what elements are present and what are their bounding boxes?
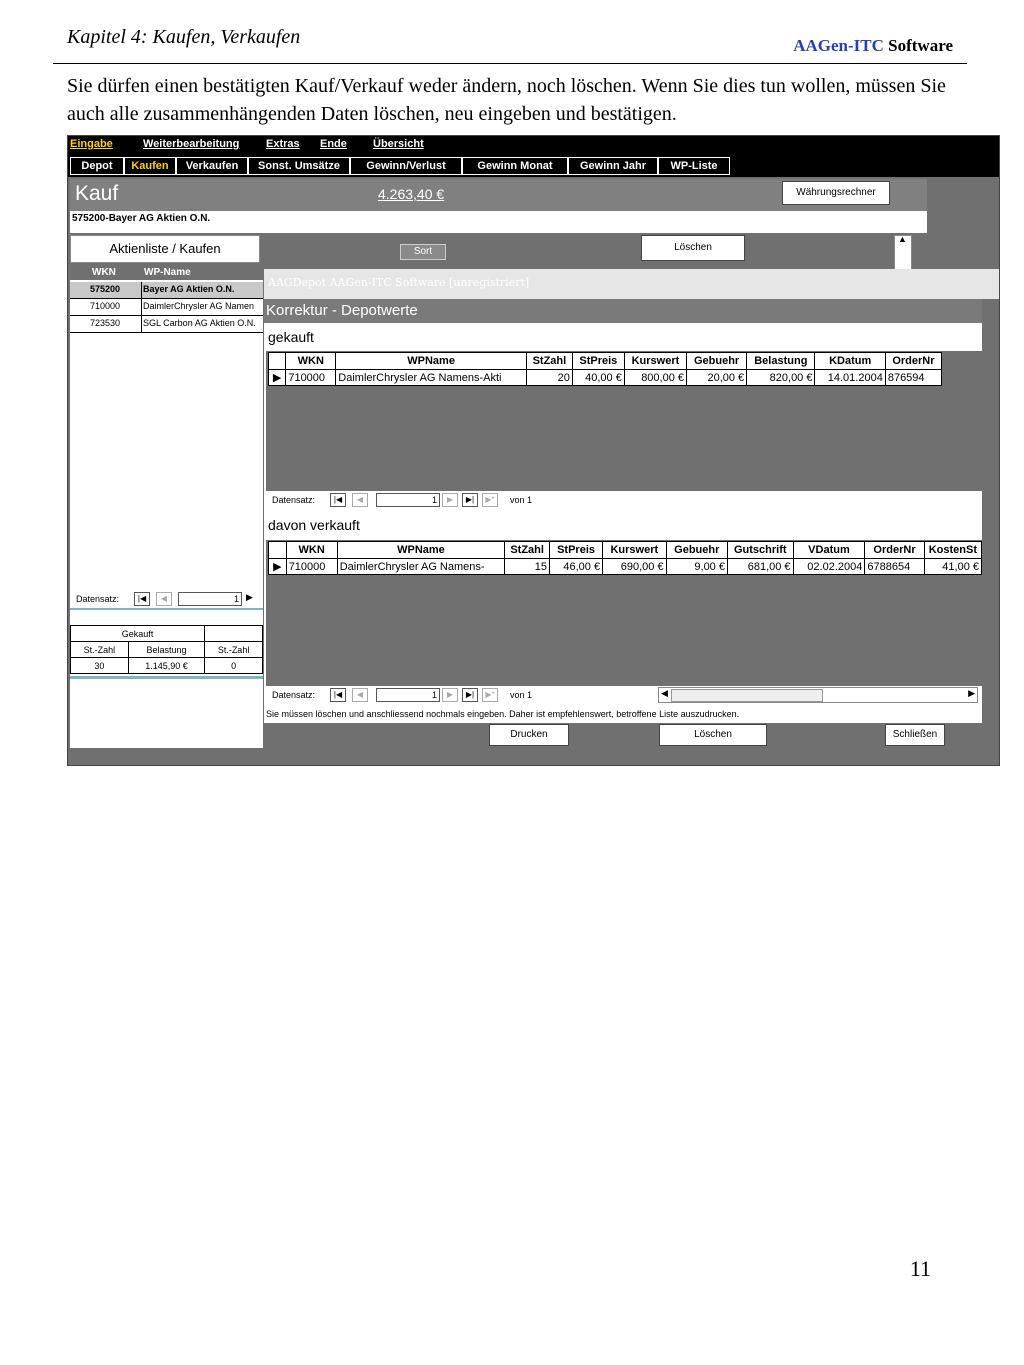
row-selector-header [269,353,286,370]
col-header: StPreis [572,353,624,370]
horizontal-scrollbar[interactable] [658,687,978,703]
list-item-name: SGL Carbon AG Aktien O.N. [143,318,256,328]
kauf-total: 4.263,40 € [378,186,445,202]
chapter-heading: Kapitel 4: Kaufen, Verkaufen [67,26,301,48]
tab-gewinn-verlust[interactable]: Gewinn/Verlust [350,157,462,175]
cell[interactable]: 46,00 € [550,559,603,575]
col-header: VDatum [793,542,865,559]
record-count: von 1 [510,495,533,505]
dialog-title: AAGDepot AAGen-ITC Software [unregistriert] [268,276,530,289]
col-header: Kurswert [624,353,686,370]
stock-name: 575200-Bayer AG Aktien O.N. [72,213,211,224]
menu-eingabe[interactable]: Eingabe [70,138,113,150]
intro-paragraph: Sie dürfen einen bestätigten Kauf/Verkauf weder ändern, noch löschen. Wenn Sie dies tun wollen, müssen Sie auch alle zusammenhängenden Daten löschen, neu eingeben und bestätigen. [67,75,946,125]
brand-name: AAGen-ITC [793,36,884,55]
tab-kaufen[interactable]: Kaufen [124,157,176,175]
last-record-icon[interactable]: ▶| [462,493,478,507]
cell[interactable]: 800,00 € [624,370,686,386]
table-row[interactable] [269,559,982,575]
cell[interactable]: 710000 [286,370,336,386]
loeschen-button[interactable]: Löschen [641,235,745,261]
wpname-column-header: WP-Name [144,267,191,278]
tab-sonst-umsaetze[interactable]: Sonst. Umsätze [248,157,350,175]
dialog-heading: Korrektur - Depotwerte [266,302,418,319]
waehrungsrechner-button[interactable]: Währungsrechner [782,181,890,205]
prev-record-icon[interactable]: ◀ [352,688,368,702]
row-pointer-icon: ▶ [269,559,287,575]
kauf-title: Kauf [75,182,119,205]
scroll-left-icon[interactable]: ◀ [661,688,668,698]
col-header: WPName [337,542,505,559]
col-header: StZahl [505,542,550,559]
tab-wp-liste[interactable]: WP-Liste [658,157,730,175]
cell[interactable]: DaimlerChrysler AG Namens-Akti [336,370,527,386]
hint-text: Sie müssen löschen und anschliessend nochmals eingeben. Daher ist empfehlenswert, betroffene Liste auszudrucken. [266,709,740,719]
list-item[interactable] [70,282,263,299]
cell[interactable]: DaimlerChrysler AG Namens- [337,559,505,575]
record-count: von 1 [510,690,533,700]
col-header: Belastung [747,353,815,370]
list-item-name: DaimlerChrysler AG Namen [143,301,255,311]
row-pointer-icon: ▶ [269,370,286,386]
col-header: OrderNr [885,353,941,370]
scrollbar[interactable] [894,235,912,271]
list-item-name: Bayer AG Aktien O.N. [143,284,235,294]
record-navigator [70,588,263,610]
menu-uebersicht[interactable]: Übersicht [373,138,424,150]
next-record-icon[interactable]: ▶ [442,688,458,702]
col-header: Gutschrift [727,542,793,559]
col-header: KDatum [815,353,885,370]
sold-grid [268,541,982,575]
scroll-up-icon[interactable]: ▲ [898,234,907,244]
menu-weiterbearbeitung[interactable]: Weiterbearbeitung [143,138,240,150]
col-header: Gebuehr [666,542,727,559]
summary-title: Gekauft [71,626,205,642]
col-header: Gebuehr [687,353,747,370]
col-header: StPreis [550,542,603,559]
col-header: WPName [336,353,527,370]
col-header: OrderNr [865,542,924,559]
aktienliste-kaufen-button[interactable]: Aktienliste / Kaufen [70,235,260,263]
bought-grid [268,352,942,386]
record-label: Datensatz: [76,594,120,604]
column-divider [141,299,142,315]
tab-bar [68,155,999,177]
summary-value: 0 [205,658,263,674]
dialog-footer [264,723,982,745]
cell[interactable]: 41,00 € [924,559,981,575]
summary-blank [205,626,263,642]
new-record-icon[interactable]: ▶* [482,688,498,702]
tab-verkaufen[interactable]: Verkaufen [176,157,248,175]
tab-gewinn-monat[interactable]: Gewinn Monat [462,157,568,175]
page-number: 11 [909,1256,931,1281]
cell[interactable]: 15 [505,559,550,575]
tab-depot[interactable]: Depot [70,157,124,175]
table-row[interactable] [269,370,942,386]
cell[interactable]: 40,00 € [572,370,624,386]
cell[interactable]: 20 [526,370,572,386]
record-label: Datensatz: [272,495,316,505]
record-label: Datensatz: [272,690,316,700]
first-record-icon[interactable]: |◀ [330,493,346,507]
last-record-icon[interactable]: ▶| [462,688,478,702]
sold-section-label: davon verkauft [268,517,360,533]
col-header: KostenSt [924,542,981,559]
next-record-icon[interactable]: ▶ [442,493,458,507]
tab-gewinn-jahr[interactable]: Gewinn Jahr [568,157,658,175]
record-number-input[interactable]: 1 [376,688,440,702]
col-header: WKN [286,353,336,370]
cell[interactable]: 876594 [885,370,941,386]
cell[interactable]: 690,00 € [603,559,666,575]
cell[interactable]: 9,00 € [666,559,727,575]
summary-value: 30 [71,658,129,674]
summary-header: St.-Zahl [205,642,263,658]
divider [70,608,263,610]
cell[interactable]: 681,00 € [727,559,793,575]
prev-record-icon[interactable]: ◀ [156,592,172,606]
app-screenshot [67,135,1000,766]
print-button[interactable]: Drucken [489,724,569,746]
bought-section-label: gekauft [268,329,314,345]
menu-ende[interactable]: Ende [320,138,347,150]
menu-extras[interactable]: Extras [266,138,300,150]
cell[interactable]: 820,00 € [747,370,815,386]
row-selector-header [269,542,287,559]
record-number-input[interactable]: 1 [178,592,242,606]
column-divider [141,316,142,332]
new-record-icon[interactable]: ▶* [482,493,498,507]
cell[interactable]: 02.02.2004 [793,559,865,575]
next-record-icon[interactable]: ▶ [246,592,253,602]
wkn-column-header: WKN [92,267,116,278]
sort-button[interactable]: Sort [400,244,446,260]
column-divider [141,282,142,298]
scroll-right-icon[interactable]: ▶ [968,688,975,698]
delete-button[interactable]: Löschen [659,724,767,746]
cell[interactable]: 14.01.2004 [815,370,885,386]
first-record-icon[interactable]: |◀ [134,592,150,606]
record-number-input[interactable]: 1 [376,493,440,507]
brand-suffix: Software [888,36,953,55]
bought-record-navigator [266,491,982,509]
summary-header: Belastung [128,642,204,658]
summary-header: St.-Zahl [71,642,129,658]
col-header: WKN [286,542,337,559]
summary-value: 1.145,90 € [128,658,204,674]
list-item[interactable] [70,299,263,316]
list-item[interactable] [70,316,263,333]
status-strip [68,748,265,765]
brand-label [793,36,953,56]
header-rule [53,63,967,64]
stock-list-panel [70,266,263,763]
cell[interactable]: 20,00 € [687,370,747,386]
cell[interactable]: 710000 [286,559,337,575]
first-record-icon[interactable]: |◀ [330,688,346,702]
menu-bar [68,136,999,155]
divider [70,676,263,679]
prev-record-icon[interactable]: ◀ [352,493,368,507]
col-header: StZahl [526,353,572,370]
list-item-wkn: 575200 [89,284,121,294]
list-item-wkn: 710000 [89,301,121,311]
list-item-wkn: 723530 [89,318,121,328]
close-button[interactable]: Schließen [885,724,945,746]
summary-table [70,625,263,674]
cell[interactable]: 6788654 [865,559,924,575]
scroll-thumb[interactable] [671,689,823,702]
col-header: Kurswert [603,542,666,559]
